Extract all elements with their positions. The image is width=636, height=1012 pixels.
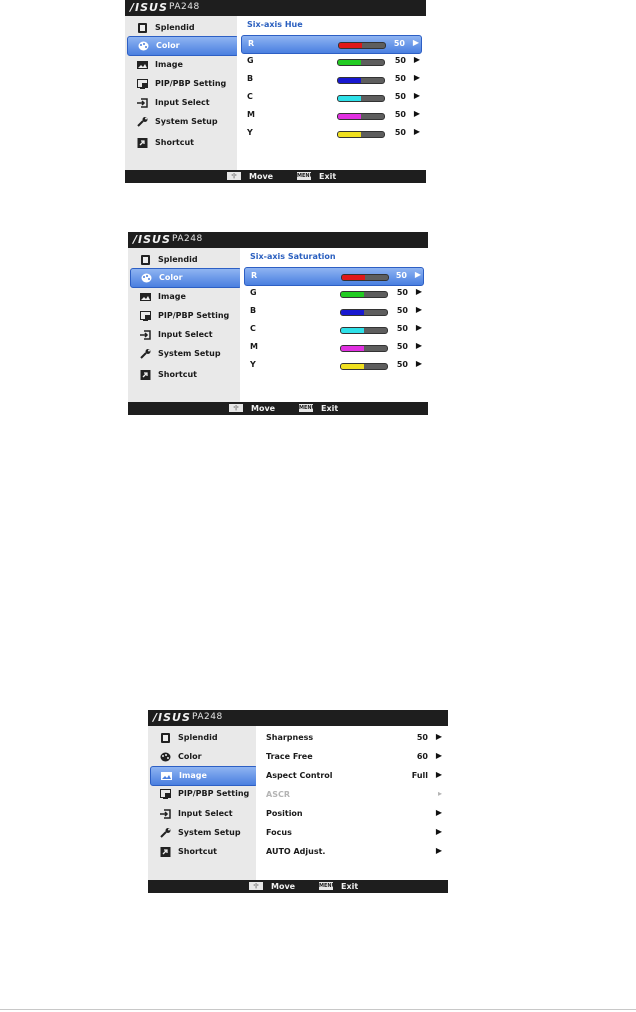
slider-g[interactable] — [337, 59, 385, 66]
row-label: Focus — [266, 828, 292, 837]
row-label: Position — [266, 809, 303, 818]
row-value: 60 — [416, 752, 428, 761]
brand-logo: /ISUS — [130, 1, 168, 14]
row-label: R — [251, 271, 258, 280]
row-value: Full — [411, 771, 428, 780]
setting-row-sharpness[interactable] — [260, 730, 444, 747]
row-value: 50 — [396, 288, 408, 297]
menu-item-system-setup[interactable] — [127, 113, 239, 131]
row-value: 50 — [394, 128, 406, 137]
setting-row-c[interactable] — [244, 321, 424, 338]
arrow-right-icon[interactable]: ▶ — [435, 846, 442, 855]
slider-y[interactable] — [337, 131, 385, 138]
setting-row-ascr — [260, 787, 444, 804]
slider-fill — [338, 132, 361, 137]
slider-fill — [341, 292, 364, 297]
setting-row-r[interactable] — [241, 35, 422, 54]
menu-item-label: Input Select — [155, 98, 210, 107]
menu-item-label: Splendid — [158, 255, 198, 264]
status-bar — [148, 880, 448, 893]
arrow-right-icon[interactable]: ▶ — [413, 127, 420, 136]
menu-item-splendid[interactable] — [130, 251, 242, 269]
slider-fill — [338, 78, 361, 83]
submenu-panel — [240, 248, 428, 402]
palette-icon — [160, 752, 171, 762]
row-label: AUTO Adjust. — [266, 847, 326, 856]
menu-item-label: Color — [159, 273, 183, 282]
setting-row-g[interactable] — [241, 53, 422, 70]
submenu-panel — [256, 726, 448, 880]
palette-icon — [141, 273, 152, 283]
menu-item-label: PIP/PBP Setting — [158, 311, 230, 320]
image-icon — [161, 771, 172, 781]
slider-fill — [341, 346, 364, 351]
arrow-right-icon[interactable]: ▶ — [412, 38, 419, 47]
menu-item-label: Input Select — [178, 809, 233, 818]
menu-item-splendid[interactable] — [150, 729, 258, 747]
menu-item-label: Shortcut — [155, 138, 194, 147]
slider-fill — [338, 96, 361, 101]
main-menu — [125, 16, 237, 170]
status-bar — [128, 402, 428, 415]
menu-item-pip-pbp[interactable] — [127, 75, 239, 93]
menu-item-label: Splendid — [178, 733, 218, 742]
model-name: PA248 — [172, 234, 203, 244]
menu-item-shortcut[interactable] — [130, 366, 242, 384]
osd-screen-hue — [125, 0, 426, 183]
slider-c[interactable] — [337, 95, 385, 102]
image-icon — [140, 292, 151, 302]
exit-hint: Exit — [341, 882, 359, 891]
slider-b[interactable] — [337, 77, 385, 84]
slider-fill — [338, 114, 361, 119]
setting-row-c[interactable] — [241, 89, 422, 106]
move-hint: Move — [249, 172, 274, 181]
row-label: B — [250, 306, 257, 315]
setting-row-g[interactable] — [244, 285, 424, 302]
wrench-icon — [140, 349, 151, 359]
move-icon: ·|· — [229, 404, 243, 412]
move-hint: Move — [251, 404, 276, 413]
row-value: 50 — [416, 733, 428, 742]
menu-key-icon: MENU — [297, 173, 314, 179]
shortcut-icon — [160, 847, 171, 857]
menu-item-image[interactable] — [130, 288, 242, 306]
pip-icon — [140, 311, 151, 321]
arrow-right-icon[interactable]: ▶ — [415, 359, 422, 368]
palette-icon — [138, 41, 149, 51]
row-value: 50 — [396, 342, 408, 351]
slider-fill — [341, 364, 364, 369]
setting-row-position[interactable] — [260, 806, 444, 823]
arrow-right-icon[interactable]: ▶ — [435, 732, 442, 741]
arrow-right-icon[interactable]: ▶ — [435, 751, 442, 760]
pip-icon — [160, 789, 171, 799]
setting-row-aspect-control[interactable] — [260, 768, 444, 785]
row-value: 50 — [394, 74, 406, 83]
slider-g[interactable] — [340, 291, 388, 298]
row-label: Aspect Control — [266, 771, 333, 780]
row-value: 50 — [394, 56, 406, 65]
slider-c[interactable] — [340, 327, 388, 334]
main-menu — [148, 726, 256, 880]
menu-item-splendid[interactable] — [127, 19, 239, 37]
row-label: C — [247, 92, 253, 101]
setting-row-b[interactable] — [241, 71, 422, 88]
menu-item-input-select[interactable] — [150, 805, 258, 823]
menu-item-label: System Setup — [158, 349, 221, 358]
menu-item-label: Image — [155, 60, 183, 69]
status-bar — [125, 170, 426, 183]
slider-b[interactable] — [340, 309, 388, 316]
move-hint: Move — [271, 882, 296, 891]
setting-row-b[interactable] — [244, 303, 424, 320]
menu-item-input-select[interactable] — [130, 326, 242, 344]
row-value: 50 — [396, 306, 408, 315]
menu-item-label: System Setup — [178, 828, 241, 837]
row-label: M — [247, 110, 255, 119]
arrow-right-icon[interactable]: ▶ — [415, 323, 422, 332]
menu-item-shortcut[interactable] — [127, 134, 239, 152]
menu-item-shortcut[interactable] — [150, 843, 258, 861]
main-menu — [128, 248, 240, 402]
row-label: Y — [247, 128, 253, 137]
brand-logo: /ISUS — [133, 233, 171, 246]
osd-screen-image — [148, 710, 448, 893]
input-icon — [140, 330, 151, 340]
arrow-right-icon: ▸ — [437, 789, 442, 798]
slider-fill — [342, 275, 365, 280]
slider-y[interactable] — [340, 363, 388, 370]
wrench-icon — [160, 828, 171, 838]
menu-item-color[interactable] — [130, 268, 242, 288]
image-icon — [137, 60, 148, 70]
slider-fill — [338, 60, 361, 65]
pip-icon — [137, 79, 148, 89]
menu-item-label: Color — [178, 752, 202, 761]
menu-item-label: Shortcut — [178, 847, 217, 856]
section-title: Six-axis Hue — [247, 20, 303, 29]
menu-item-input-select[interactable] — [127, 94, 239, 112]
row-label: G — [247, 56, 254, 65]
slider-fill — [341, 328, 364, 333]
menu-item-label: System Setup — [155, 117, 218, 126]
title-bar — [125, 0, 426, 16]
splendid-icon — [160, 733, 171, 743]
arrow-right-icon[interactable]: ▶ — [435, 808, 442, 817]
row-label: G — [250, 288, 257, 297]
splendid-icon — [137, 23, 148, 33]
title-bar — [128, 232, 428, 248]
row-label: Trace Free — [266, 752, 313, 761]
title-bar — [148, 710, 448, 726]
arrow-right-icon[interactable]: ▶ — [435, 827, 442, 836]
menu-item-system-setup[interactable] — [130, 345, 242, 363]
submenu-panel — [237, 16, 426, 170]
menu-item-label: Image — [158, 292, 186, 301]
menu-item-color[interactable] — [127, 36, 239, 56]
arrow-right-icon[interactable]: ▶ — [435, 770, 442, 779]
shortcut-icon — [140, 370, 151, 380]
slider-r[interactable] — [338, 42, 386, 49]
input-icon — [160, 809, 171, 819]
arrow-right-icon[interactable]: ▶ — [414, 270, 421, 279]
exit-hint: Exit — [319, 172, 337, 181]
arrow-right-icon[interactable]: ▶ — [415, 341, 422, 350]
menu-item-label: Input Select — [158, 330, 213, 339]
brand-logo: /ISUS — [153, 711, 191, 724]
row-label: C — [250, 324, 256, 333]
section-title: Six-axis Saturation — [250, 252, 336, 261]
menu-item-label: Image — [179, 771, 207, 780]
arrow-right-icon[interactable]: ▶ — [413, 73, 420, 82]
shortcut-icon — [137, 138, 148, 148]
setting-row-m[interactable] — [244, 339, 424, 356]
row-value: 50 — [395, 271, 407, 280]
menu-item-label: Shortcut — [158, 370, 197, 379]
row-value: 50 — [394, 110, 406, 119]
setting-row-m[interactable] — [241, 107, 422, 124]
row-label: ASCR — [266, 790, 290, 799]
slider-fill — [341, 310, 364, 315]
splendid-icon — [140, 255, 151, 265]
row-label: B — [247, 74, 254, 83]
menu-item-label: Color — [156, 41, 180, 50]
arrow-right-icon[interactable]: ▶ — [413, 91, 420, 100]
setting-row-r[interactable] — [244, 267, 424, 286]
model-name: PA248 — [192, 712, 223, 722]
page-divider — [0, 1009, 636, 1010]
setting-row-auto-adjust[interactable] — [260, 844, 444, 861]
model-name: PA248 — [169, 2, 200, 12]
row-value: 50 — [393, 39, 405, 48]
arrow-right-icon[interactable]: ▶ — [413, 109, 420, 118]
arrow-right-icon[interactable]: ▶ — [415, 287, 422, 296]
menu-item-pip-pbp[interactable] — [130, 307, 242, 325]
menu-item-system-setup[interactable] — [150, 824, 258, 842]
menu-item-pip-pbp[interactable] — [150, 785, 258, 803]
menu-item-image[interactable] — [150, 766, 258, 786]
arrow-right-icon[interactable]: ▶ — [415, 305, 422, 314]
menu-item-label: Splendid — [155, 23, 195, 32]
menu-key-icon: MENU — [319, 883, 336, 889]
menu-key-icon: MENU — [299, 405, 316, 411]
slider-r[interactable] — [341, 274, 389, 281]
row-value: 50 — [394, 92, 406, 101]
slider-fill — [339, 43, 362, 48]
menu-item-label: PIP/PBP Setting — [178, 789, 250, 798]
menu-item-color[interactable] — [150, 748, 258, 766]
slider-m[interactable] — [340, 345, 388, 352]
arrow-right-icon[interactable]: ▶ — [413, 55, 420, 64]
setting-row-y[interactable] — [244, 357, 424, 374]
slider-m[interactable] — [337, 113, 385, 120]
row-label: M — [250, 342, 258, 351]
input-icon — [137, 98, 148, 108]
move-icon: ·|· — [227, 172, 241, 180]
exit-hint: Exit — [321, 404, 339, 413]
move-icon: ·|· — [249, 882, 263, 890]
row-label: R — [248, 39, 255, 48]
row-value: 50 — [396, 360, 408, 369]
menu-item-image[interactable] — [127, 56, 239, 74]
menu-item-label: PIP/PBP Setting — [155, 79, 227, 88]
wrench-icon — [137, 117, 148, 127]
setting-row-trace-free[interactable] — [260, 749, 444, 766]
setting-row-y[interactable] — [241, 125, 422, 142]
row-label: Y — [250, 360, 256, 369]
row-label: Sharpness — [266, 733, 314, 742]
row-value: 50 — [396, 324, 408, 333]
osd-screen-saturation — [128, 232, 428, 415]
setting-row-focus[interactable] — [260, 825, 444, 842]
